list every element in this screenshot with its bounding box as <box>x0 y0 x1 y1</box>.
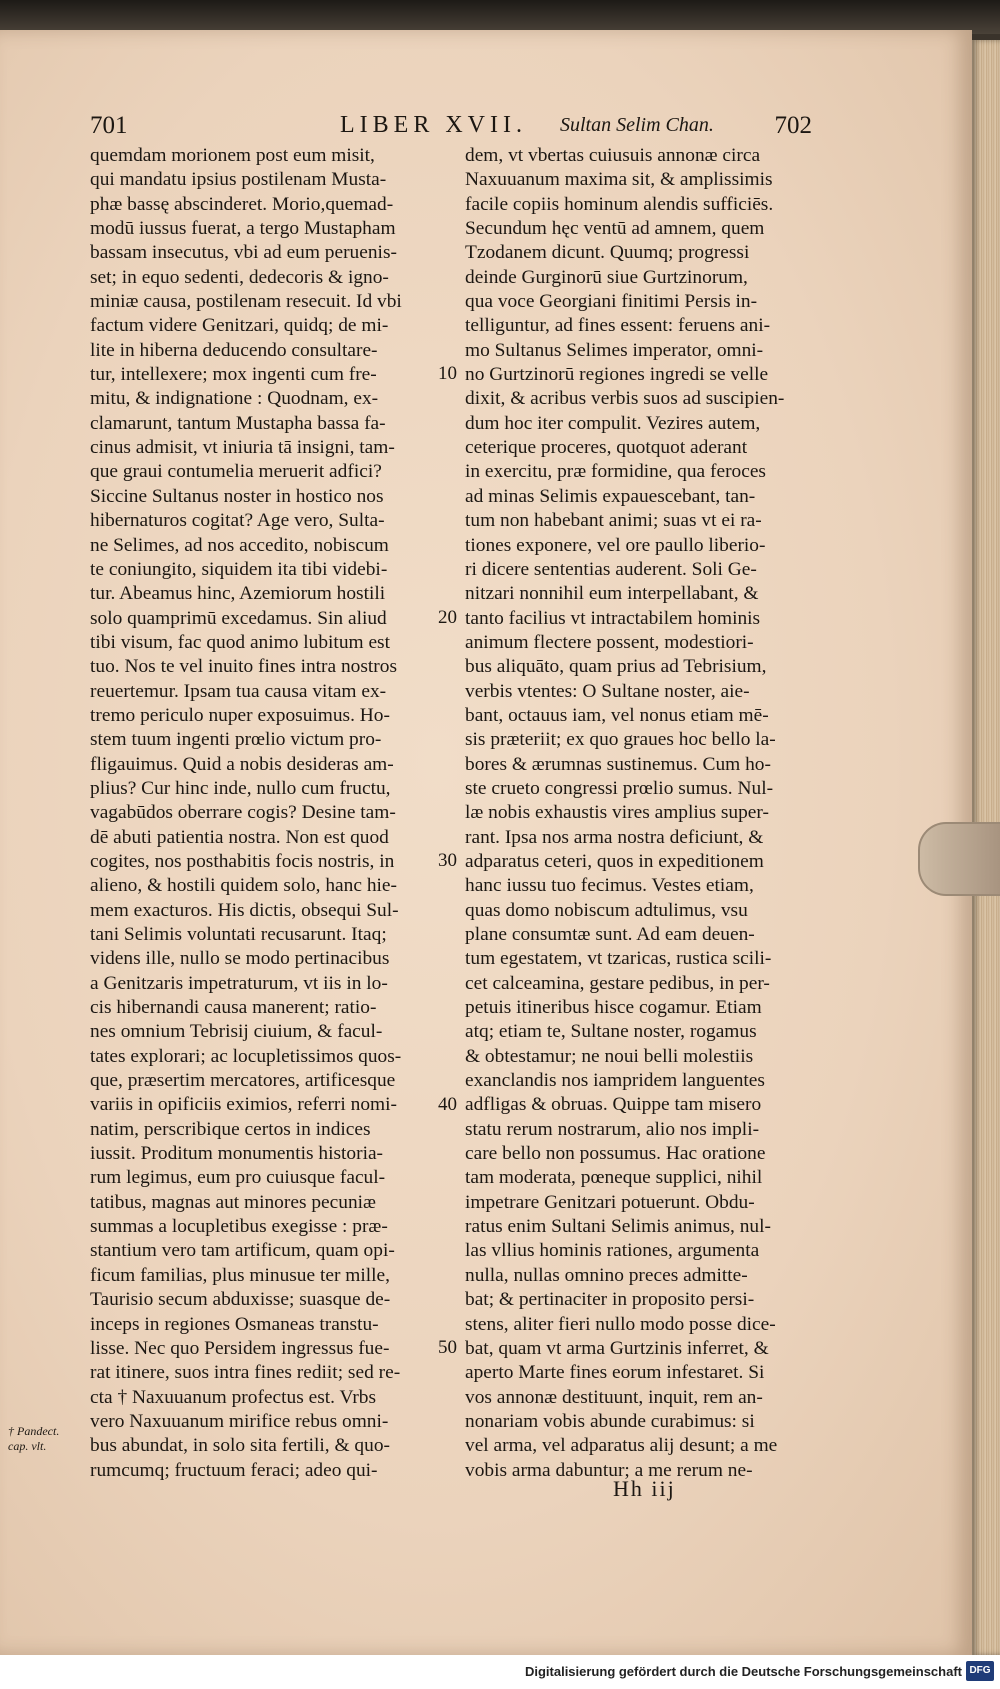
text-line: in exercitu, præ formidine, qua feroces <box>465 461 766 483</box>
text-line: deinde Gurginorū siue Gurtzinorum, <box>465 266 748 288</box>
text-line: mitu, & indignatione : Quodnam, ex- <box>90 388 379 410</box>
text-line: reuertemur. Ipsam tua causa vitam ex- <box>90 680 387 702</box>
text-line: tur. Abeamus hinc, Azemiorum hostili <box>90 583 386 605</box>
text-line: hibernaturos cogitat? Age vero, Sulta- <box>90 510 385 532</box>
line-number: 10 <box>438 363 457 385</box>
text-line: bores & ærumnas sustinemus. Cum ho- <box>465 753 771 775</box>
text-line: alieno, & hostili quidem solo, hanc hie- <box>90 875 397 897</box>
text-line: tiones exponere, vel ore paullo liberio- <box>465 534 766 556</box>
running-title: LIBER XVII. <box>340 112 527 138</box>
text-line: tremo periculo nuper exposuimus. Ho- <box>90 704 390 726</box>
text-line: inceps in regiones Osmaneas transtu- <box>90 1313 379 1335</box>
text-line: te coniungito, siquidem ita tibi videbi- <box>90 558 388 580</box>
text-line: tum egestatem, vt tzaricas, rustica scili- <box>465 948 772 970</box>
text-line: nitzari nonnihil eum interpellabant, & <box>465 583 759 605</box>
text-line: tani Selimis voluntati recusarunt. Itaq; <box>90 924 387 945</box>
text-line: stantium vero tam artificum, quam opi- <box>90 1240 395 1262</box>
book-binding <box>0 0 1000 34</box>
text-line: Secundum hęc ventū ad amnem, quem <box>465 218 765 240</box>
text-line: bus abundat, in solo sita fertili, & quo- <box>90 1435 390 1457</box>
running-header <box>90 112 812 146</box>
text-line: tates explorari; ac locupletissimos quos- <box>90 1045 402 1067</box>
margin-note-line: † Pandect. <box>8 1424 60 1438</box>
text-line: Siccine Sultanus noster in hostico nos <box>90 485 384 507</box>
text-line: cet calceamina, gestare pedibus, in per- <box>465 972 770 994</box>
text-line: animum flectere possent, modestiori- <box>465 631 754 653</box>
text-line: impetrare Genitzari potuerunt. Obdu- <box>465 1191 755 1213</box>
text-line: adfligas & obruas. Quippe tam misero <box>465 1094 762 1116</box>
footer-credit: Digitalisierung gefördert durch die Deutsche Forschungsgemeinschaft <box>524 1664 962 1679</box>
text-line: tanto facilius vt intractabilem hominis <box>465 607 761 629</box>
text-line: factum videre Genitzari, quidq; de mi- <box>90 315 389 337</box>
text-line: adparatus ceteri, quos in expeditionem <box>465 850 764 872</box>
section-title: Sultan Selim Chan. <box>560 114 714 136</box>
text-line: stens, aliter fieri nullo modo posse dice- <box>465 1313 776 1335</box>
folio-left: 701 <box>90 112 128 139</box>
text-line: ad minas Selimis expauescebant, tan- <box>465 485 756 507</box>
text-line: dum hoc iter compulit. Vezires autem, <box>465 412 761 434</box>
text-line: miniæ causa, postilenam resecuit. Id vbi <box>90 291 402 313</box>
margin-note-line: cap. vlt. <box>8 1439 47 1453</box>
text-line: dem, vt vbertas cuiusuis annonæ circa <box>465 145 761 166</box>
text-line: bat, quam vt arma Gurtzinis inferret, & <box>465 1337 769 1359</box>
text-line: verbis vtentes: O Sultane noster, aie- <box>465 680 750 702</box>
text-line: vero Naxuuanum mirifice rebus omni- <box>90 1410 389 1432</box>
text-line: que, præsertim mercatores, artificesque <box>90 1070 396 1092</box>
text-line: tuo. Nos te vel inuito fines intra nostros <box>90 656 397 678</box>
text-line: a Genitzaris impetraturum, vt iis in lo- <box>90 972 388 994</box>
text-line: plius? Cur hinc inde, nullo cum fructu, <box>90 777 391 799</box>
text-line: ratus enim Sultani Selimis animus, nul- <box>465 1216 771 1238</box>
text-line: stem tuum ingenti prœlio victum pro- <box>90 729 382 751</box>
text-line: natim, perscribique certos in indices <box>90 1118 371 1140</box>
text-line: bassam insecutus, vbi ad eum peruenis- <box>90 242 397 264</box>
dfg-logo-icon: DFG <box>966 1661 994 1681</box>
text-line: vobis arma dabuntur; a me rerum ne- <box>465 1459 753 1481</box>
text-line: cinus admisit, vt iniuria tā insigni, tam- <box>90 437 395 459</box>
text-line: cogites, nos posthabitis focis nostris, in <box>90 850 395 872</box>
text-line: tum non habebant animi; suas vt ei ra- <box>465 510 762 532</box>
signature-mark: Hh iij <box>613 1476 676 1501</box>
text-line: nulla, nullas omnino preces admitte- <box>465 1264 748 1286</box>
text-line: rat itinere, suos intra fines rediit; sed re- <box>90 1362 401 1384</box>
line-number: 50 <box>438 1337 457 1359</box>
text-line: tur, intellexere; mox ingenti cum fre- <box>90 364 377 386</box>
text-line: vel arma, vel adparatus alij desunt; a me <box>465 1435 778 1457</box>
text-line: no Gurtzinorū regiones ingredi se velle <box>465 364 769 386</box>
text-line: quemdam morionem post eum misit, <box>90 145 375 166</box>
text-line: sis præteriit; ex quo graues hoc bello la- <box>465 729 776 751</box>
text-line: vagabūdos oberrare cogis? Desine tam- <box>90 802 396 824</box>
text-line: que graui contumelia meruerit adfici? <box>90 461 382 483</box>
text-line: ne Selimes, ad nos accedito, nobiscum <box>90 534 389 556</box>
text-line: videns ille, nullo se modo pertinacibus <box>90 948 390 970</box>
text-line: clamarunt, tantum Mustapha bassa fa- <box>90 412 386 434</box>
text-line: mem exacturos. His dictis, obsequi Sul- <box>90 899 399 921</box>
text-line: statu rerum nostrarum, alio nos impli- <box>465 1118 760 1140</box>
text-line: modū iussus fuerat, a tergo Mustapham <box>90 218 396 240</box>
text-line: tatibus, magnas aut minores pecuniæ <box>90 1191 376 1213</box>
line-number: 20 <box>438 606 457 628</box>
text-line: phæ bassę abscinderet. Morio,quemad- <box>90 193 394 215</box>
footer-bar <box>0 1655 1000 1689</box>
left-text-column <box>90 144 430 1483</box>
text-line: bat; & pertinaciter in proposito persi- <box>465 1289 755 1311</box>
text-line: ficum familias, plus minusue ter mille, <box>90 1264 390 1286</box>
text-line: tam moderata, pœneque supplici, nihil <box>465 1167 763 1189</box>
text-line: dē abuti patientia nostra. Non est quod <box>90 826 389 848</box>
text-line: telliguntur, ad fines essent: feruens ani- <box>465 315 771 337</box>
text-line: nes omnium Tebrisij ciuium, & facul- <box>90 1021 383 1043</box>
text-line: solo quamprimū excedamus. Sin aliud <box>90 607 387 629</box>
text-line: bus aliquāto, quam prius ad Tebrisium, <box>465 656 767 678</box>
text-line: qui mandatu ipsius postilenam Musta- <box>90 169 387 191</box>
folio-right: 702 <box>774 112 812 139</box>
right-text-column <box>465 144 815 1483</box>
text-line: rum legimus, eum pro cuiusque facul- <box>90 1167 386 1189</box>
text-line: ste crueto congressi prœlio sumus. Nul- <box>465 777 774 799</box>
text-line: atq; etiam te, Sultane noster, rogamus <box>465 1021 757 1043</box>
line-number: 30 <box>438 850 457 872</box>
text-line: nonariam vobis abunde curabimus: si <box>465 1410 755 1432</box>
text-line: ceterique proceres, quotquot aderant <box>465 437 748 459</box>
text-line: lisse. Nec quo Persidem ingressus fue- <box>90 1337 390 1359</box>
text-line: exanclandis nos iampridem languentes <box>465 1070 765 1092</box>
text-line: mo Sultanus Selimes imperator, omni- <box>465 339 764 361</box>
text-line: set; in equo sedenti, dedecoris & igno- <box>90 266 389 288</box>
text-line: las vllius hominis rationes, argumenta <box>465 1240 760 1262</box>
text-line: facile copiis hominum alendis sufficiēs. <box>465 193 774 215</box>
text-line: tibi visum, fac quod animo lubitum est <box>90 631 390 653</box>
text-line: fligauimus. Quid a nobis desideras am- <box>90 753 394 775</box>
text-line: læ nobis exhaustis vires amplius super- <box>465 802 769 824</box>
text-line: cis hibernandi causa manerent; ratio- <box>90 997 377 1019</box>
text-line: hanc iussu tuo fecimus. Vestes etiam, <box>465 875 754 897</box>
text-line: vos annonæ destituunt, inquit, rem an- <box>465 1386 763 1408</box>
text-line: quas domo nobiscum adtulimus, vsu <box>465 899 748 921</box>
line-number: 40 <box>438 1093 457 1115</box>
text-line: & obtestamur; ne noui belli molestiis <box>465 1045 754 1067</box>
page-tab-marker <box>918 822 1000 896</box>
text-line: rant. Ipsa nos arma nostra deficiunt, & <box>465 826 764 848</box>
text-line: rumcumq; fructuum feraci; adeo qui- <box>90 1459 378 1481</box>
margin-note <box>8 1424 59 1454</box>
text-line: aperto Marte fines eorum infestaret. Si <box>465 1362 765 1384</box>
text-line: summas a locupletibus exegisse : præ- <box>90 1216 388 1238</box>
text-line: ri dicere sententias auderent. Soli Ge- <box>465 558 757 580</box>
text-line: dixit, & acribus verbis suos ad suscipien- <box>465 388 785 410</box>
text-line: plane consumtæ sunt. Ad eam deuen- <box>465 924 755 945</box>
text-line: petuis itineribus hisce cogamur. Etiam <box>465 997 762 1019</box>
text-line: Naxuuanum maxima sit, & amplissimis <box>465 169 773 191</box>
text-line: care bello non possumus. Hac oratione <box>465 1143 766 1165</box>
text-line: variis in opificiis eximios, referri nomi- <box>90 1094 397 1116</box>
text-line: iussit. Proditum monumentis historia- <box>90 1143 384 1165</box>
text-line: Tzodanem dicunt. Quumq; progressi <box>465 242 750 264</box>
text-line: qua voce Georgiani finitimi Persis in- <box>465 291 758 313</box>
text-line: cta † Naxuuanum profectus est. Vrbs <box>90 1386 377 1408</box>
text-line: lite in hiberna deducendo consultare- <box>90 339 378 361</box>
text-line: bant, octauus iam, vel nonus etiam mē- <box>465 704 769 726</box>
text-line: Taurisio secum abduxisse; suasque de- <box>90 1289 391 1311</box>
